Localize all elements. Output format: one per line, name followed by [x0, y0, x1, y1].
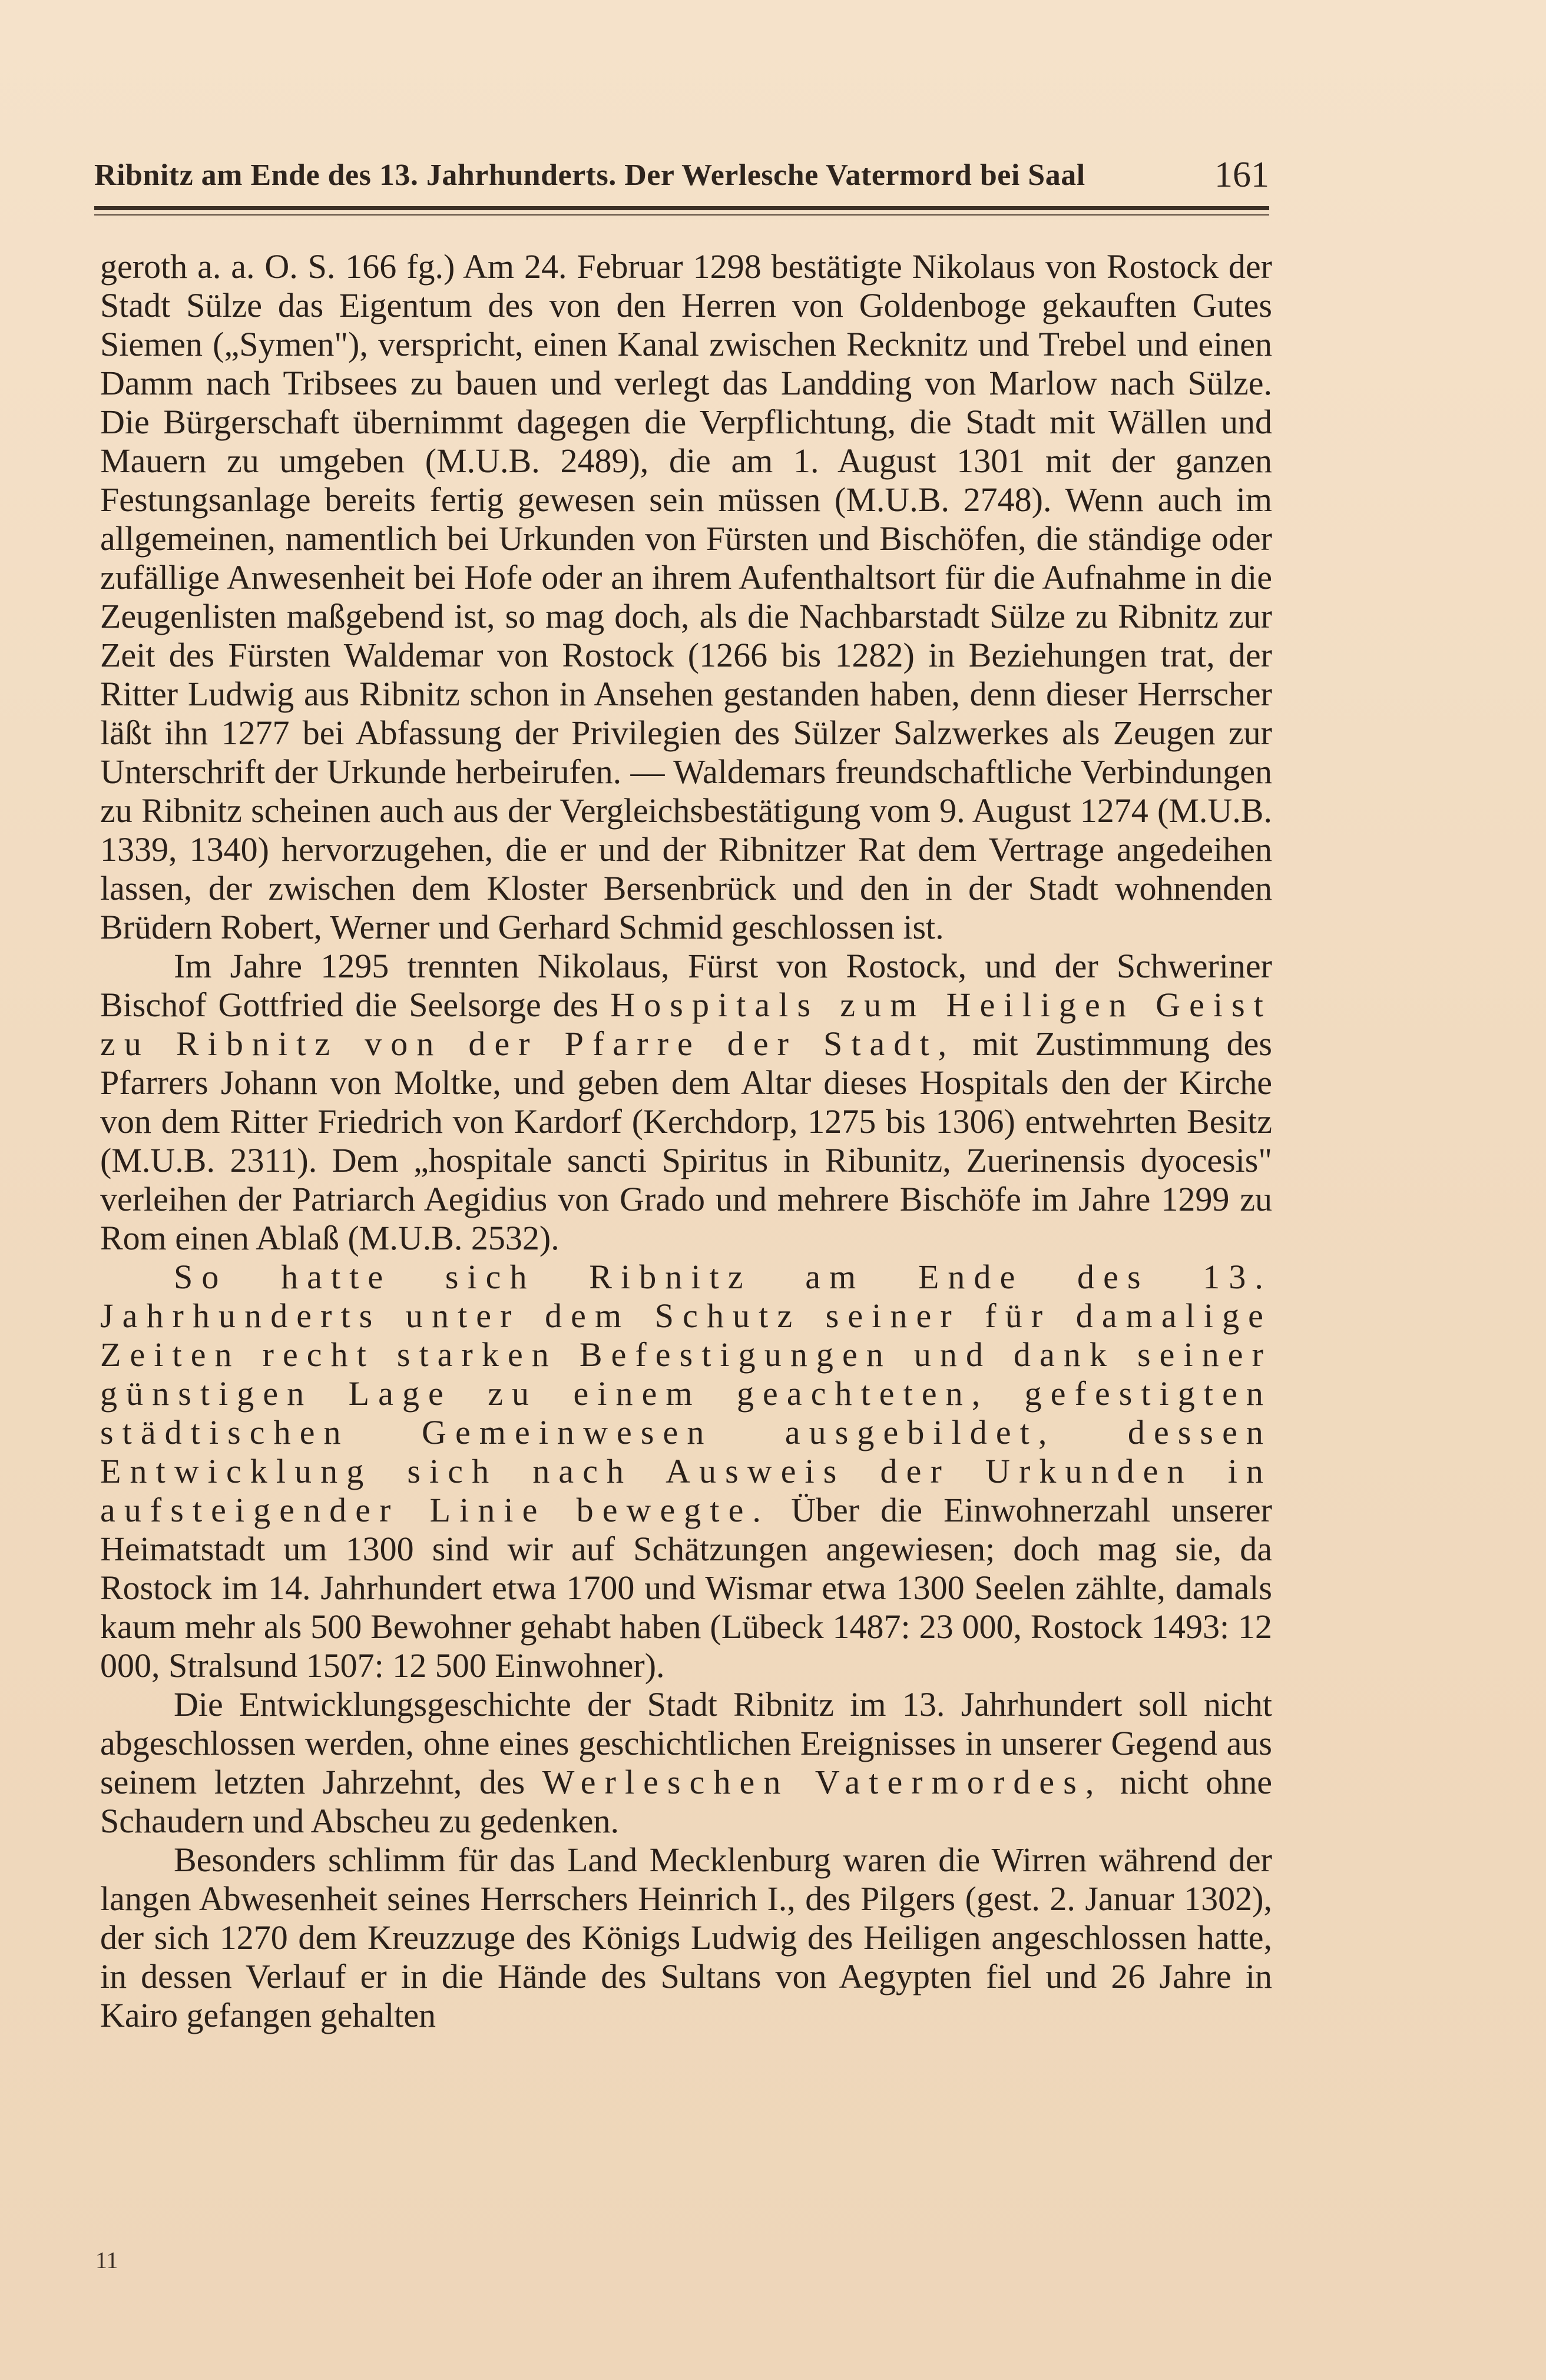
- paragraph-5: Besonders schlimm für das Land Mecklenburg waren die Wirren während der langen Abwesenheit seines Herrschers Heinrich I., des Pilgers (gest. 2. Januar 1302), der sich 1270 dem Kreuzzuge des Königs Ludwig des Heiligen angeschlossen hatte, in dessen Verlauf er in die Hände des Sultans von Aegypten fiel und 26 Jahre in Kairo gefangen gehalten: [100, 1841, 1272, 2034]
- running-title: Ribnitz am Ende des 13. Jahrhunderts. Der Werlesche Vatermord bei Saal: [94, 158, 1085, 192]
- paragraph-2-end: mit Zustimmung des Pfarrers Johann von Moltke, und geben dem Altar dieses Hospitals den der Kirche von dem Ritter Friedrich von Kardorf (Kerchdorp, 1275 bis 1306) entwehrten Besitz (M.U.B. 2311). Dem „hospitale sancti Spiritus in Ribunitz, Zuerinensis dyocesis" verleihen der Patriarch Aegidius von Grado und mehrere Bischöfe im Jahre 1299 zu Rom einen Ablaß (M.U.B. 2532).: [100, 1025, 1272, 1257]
- header-rule-thin: [94, 214, 1269, 216]
- header-rule: [94, 206, 1269, 210]
- signature-mark: 11: [95, 2247, 118, 2273]
- paragraph-3: [100, 1258, 1272, 1685]
- paragraph-2-emphasis: Hospitals zum Heiligen Geist zu Ribnitz von der Pfarre der Stadt,: [100, 986, 1272, 1063]
- paragraph-2: [100, 947, 1272, 1258]
- paragraph-2-start: Im Jahre 1295 trennten Nikolaus, Fürst von Rostock, und der Schweriner Bischof Gottfried die Seelsorge des: [100, 947, 1272, 1024]
- paragraph-4: [100, 1685, 1272, 1841]
- paragraph-4-emphasis: Werleschen Vatermordes,: [542, 1763, 1103, 1801]
- body-text: [100, 247, 1272, 2035]
- page-number: 161: [1214, 155, 1269, 195]
- paragraph-3-end: Über die Einwohnerzahl unserer Heimatstadt um 1300 sind wir auf Schätzungen angewiesen; doch mag sie, da Rostock im 14. Jahrhundert etwa 1700 und Wismar etwa 1300 Seelen zählte, damals kaum mehr als 500 Bewohner gehabt haben (Lübeck 1487: 23 000, Rostock 1493: 12 000, Stralsund 1507: 12 500 Einwohner).: [100, 1491, 1272, 1685]
- paragraph-3-emphasis: So hatte sich Ribnitz am Ende des 13. Jahrhunderts unter dem Schutz seiner für damalige Zeiten recht starken Befestigungen und dank seiner günstigen Lage zu einem geachteten, gefestigten städtischen Gemeinwesen ausgebildet, dessen Entwicklung sich nach Ausweis der Urkunden in aufsteigender Linie bewegte.: [100, 1258, 1272, 1529]
- paragraph-1: geroth a. a. O. S. 166 fg.) Am 24. Februar 1298 bestätigte Nikolaus von Rostock der Stadt Sülze das Eigentum des von den Herren von Goldenboge gekauften Gutes Siemen („Symen"), verspricht, einen Kanal zwischen Recknitz und Trebel und einen Damm nach Tribsees zu bauen und verlegt das Landding von Marlow nach Sülze. Die Bürgerschaft übernimmt dagegen die Verpflichtung, die Stadt mit Wällen und Mauern zu umgeben (M.U.B. 2489), die am 1. August 1301 mit der ganzen Festungsanlage bereits fertig gewesen sein müssen (M.U.B. 2748). Wenn auch im allgemeinen, namentlich bei Urkunden von Fürsten und Bischöfen, die ständige oder zufällige Anwesenheit bei Hofe oder an ihrem Aufenthaltsort für die Aufnahme in die Zeugenlisten maßgebend ist, so mag doch, als die Nachbarstadt Sülze zu Ribnitz zur Zeit des Fürsten Waldemar von Rostock (1266 bis 1282) in Beziehungen trat, der Ritter Ludwig aus Ribnitz schon in Ansehen gestanden haben, denn dieser Herrscher läßt ihn 1277 bei Abfassung der Privilegien des Sülzer Salzwerkes als Zeugen zur Unterschrift der Urkunde herbeirufen. — Waldemars freundschaftliche Verbindungen zu Ribnitz scheinen auch aus der Vergleichsbestätigung vom 9. August 1274 (M.U.B. 1339, 1340) hervorzugehen, die er und der Ribnitzer Rat dem Vertrage angedeihen lassen, der zwischen dem Kloster Bersenbrück und den in der Stadt wohnenden Brüdern Robert, Werner und Gerhard Schmid geschlossen ist.: [100, 247, 1272, 946]
- paragraph-4-start: Die Entwicklungsgeschichte der Stadt Ribnitz im 13. Jahrhundert soll nicht abgeschlossen werden, ohne eines geschichtlichen Ereignisses in unserer Gegend aus seinem letzten Jahrzehnt, des: [100, 1685, 1272, 1801]
- paragraph-4-end: nicht ohne Schaudern und Abscheu zu gedenken.: [100, 1763, 1273, 1840]
